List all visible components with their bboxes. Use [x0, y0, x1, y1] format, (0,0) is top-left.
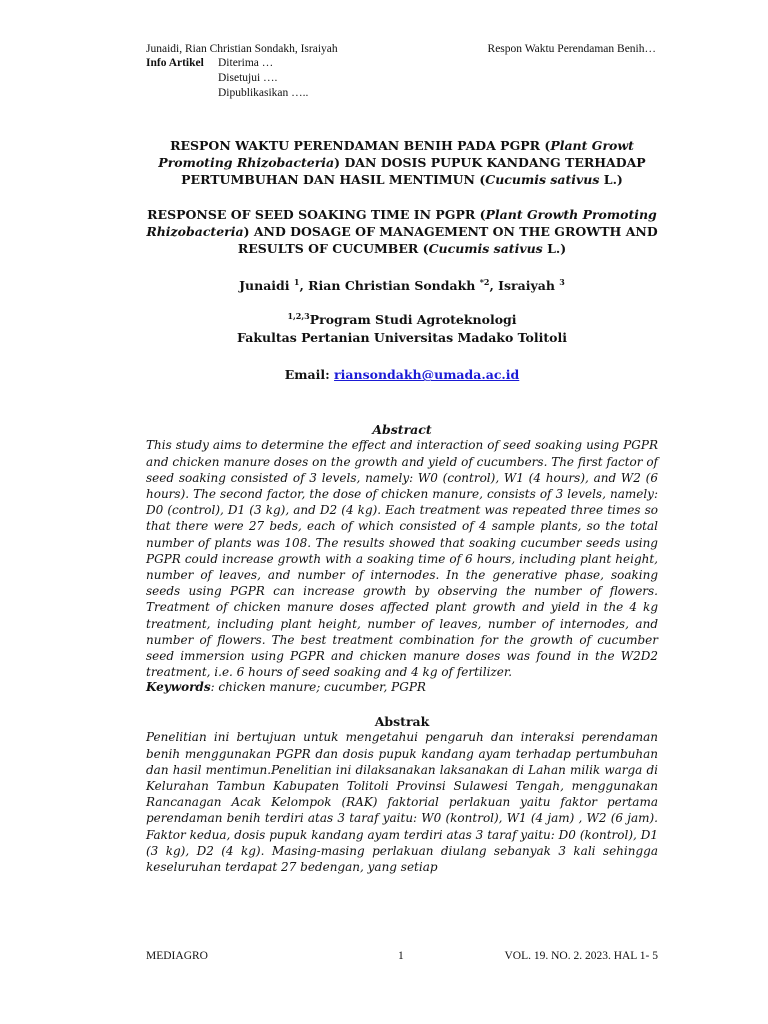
author-list: Junaidi $^1$, Rian Christian Sondakh $^{*2}$, Israiyah $^3$ — [239, 277, 565, 294]
keywords: Keywords: chicken manure; cucumber, PGPR — [146, 680, 426, 695]
title-english: RESPONSE OF SEED SOAKING TIME IN PGPR (Plant Growth Promoting Rhizobacteria) AND DOSAGE OF MANAGEMENT ON THE GROWTH AND RESULTS OF CUCUMBER (Cucumis sativus L.) — [146, 207, 658, 256]
article-info-label: Info Artikel — [146, 57, 204, 69]
abstrak-heading: Abstrak — [374, 714, 430, 730]
abstrak-indonesian-text: Penelitian ini bertujuan untuk mengetahui pengaruh dan interaksi perendaman benih menggunakan PGPR dan dosis pupuk kandang ayam terhadap pertumbuhan dan hasil mentimun.Penelitian ini dilaksanakan laksanakan di Lahan milik warga di Kelurahan Tambun Kabupaten Tolitoli Provinsi Sulawesi Tengah, menggunakan Rancanagan Acak Kelompok (RAK) faktorial perlakuan yaitu faktor pertama perendaman benih terdiri atas 3 taraf yaitu: W0 (kontrol), W1 (4 jam) , W2 (6 jam). Faktor kedua, dosis pupuk kandang ayam terdiri atas 3 taraf yaitu: D0 (kontrol), D1 (3 kg), D2 (4 kg). Masing-masing perlakuan diulang sebanyak 3 kali sehingga keseluruhan terdapat 27 bedengan, yang setiap — [146, 730, 658, 874]
affiliation: $^{1,2,3}$Program Studi Agroteknologi Fakultas Pertanian Universitas Madako Tolitoli — [237, 311, 567, 346]
paper-body — [146, 137, 658, 875]
received-date: Diterima … — [218, 57, 274, 69]
abstract-heading: Abstract — [372, 422, 432, 438]
approved-date: Disetujui …. — [218, 72, 278, 84]
published-date: Dipublikasikan ….. — [218, 87, 309, 99]
page-number: 1 — [398, 950, 404, 962]
running-header-title: Respon Waktu Perendaman Benih… — [487, 43, 656, 55]
article-info — [146, 56, 308, 101]
email-link[interactable]: riansondakh@umada.ac.id — [334, 367, 520, 383]
title-indonesian: RESPON WAKTU PERENDAMAN BENIH PADA PGPR (Plant Growt Promoting Rhizobacteria) DAN DOSIS PUPUK KANDANG TERHADAP PERTUMBUHAN DAN HASIL MENTIMUN (Cucumis sativus L.) — [158, 138, 646, 187]
journal-name: MEDIAGRO — [146, 950, 208, 962]
abstract-english-text: This study aims to determine the effect and interaction of seed soaking using PGPR and chicken manure doses on the growth and yield of cucumbers. The first factor of seed soaking consisted of 3 levels, namely: W0 (control), W1 (4 hours), and W2 (6 hours). The second factor, the dose of chicken manure, consists of 3 levels, namely: D0 (control), D1 (3 kg), and D2 (4 kg). Each treatment was repeated three times so that there were 27 beds, each of which consisted of 4 sample plants, so the total number of plants was 108. The results showed that soaking cucumber seeds using PGPR could increase growth with a soaking time of 6 hours, including plant height, number of leaves, and number of internodes. In the generative phase, soaking seeds using PGPR can increase growth by observing the number of flowers. Treatment of chicken manure doses affected plant growth and yield in the 4 kg treatment, including plant height, number of leaves, number of internodes, and number of flowers. The best treatment combination for the growth of cucumber seed immersion using PGPR and chicken manure doses was found in the W2D2 treatment, i.e. 6 hours of seed soaking and 4 kg of fertilizer. — [146, 438, 658, 680]
contact-email: Email: riansondakh@umada.ac.id — [284, 367, 520, 383]
running-header-authors: Junaidi, Rian Christian Sondakh, Israiyah — [146, 43, 338, 55]
volume-info: VOL. 19. NO. 2. 2023. HAL 1- 5 — [504, 950, 658, 962]
